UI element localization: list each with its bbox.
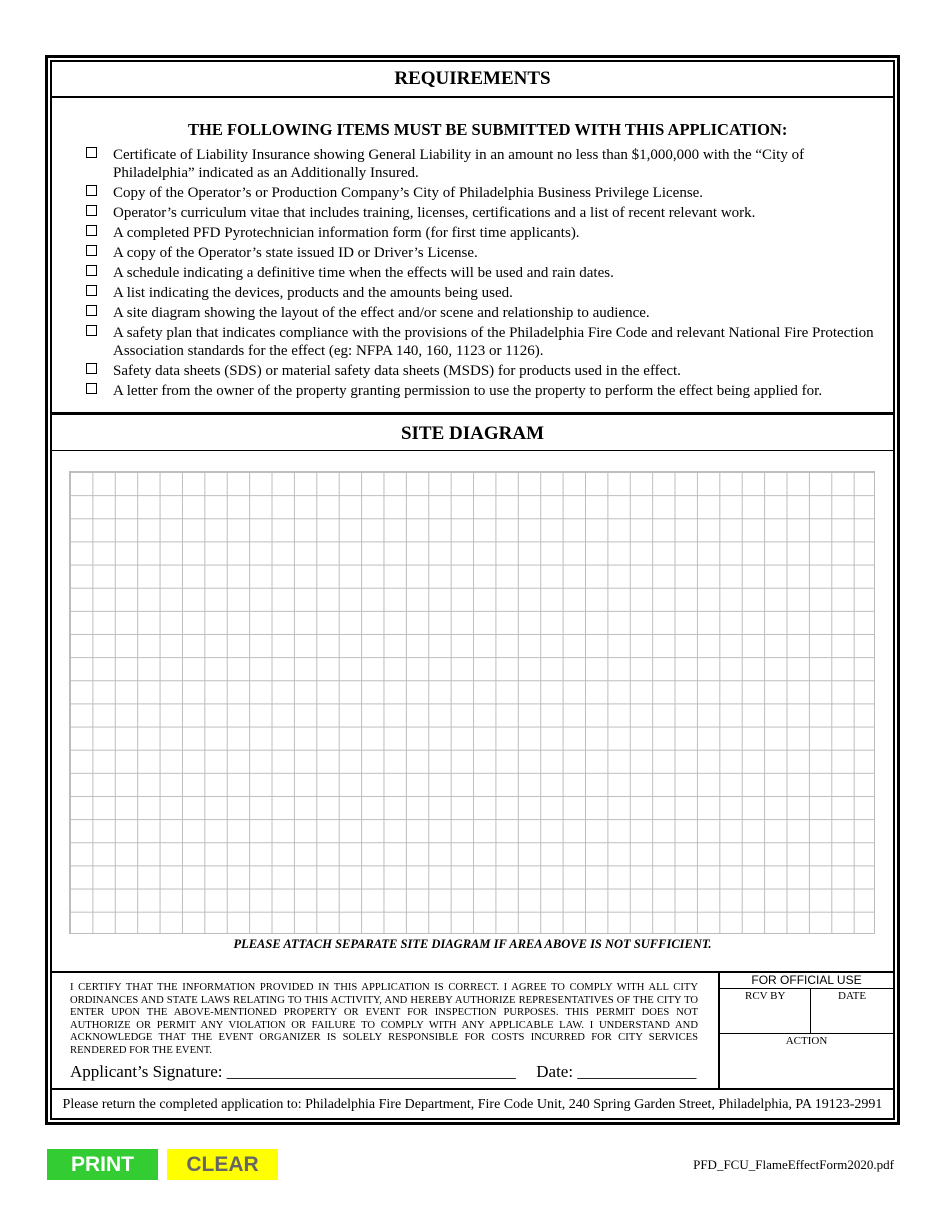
site-diagram-grid[interactable] bbox=[69, 471, 875, 934]
requirement-checkbox[interactable] bbox=[86, 245, 97, 256]
requirement-checkbox[interactable] bbox=[86, 363, 97, 374]
requirement-checkbox[interactable] bbox=[86, 205, 97, 216]
print-button[interactable]: PRINT bbox=[47, 1149, 158, 1180]
requirement-text: Operator’s curriculum vitae that includes training, licenses, certifications and a list of recent relevant work. bbox=[113, 205, 756, 221]
clear-button[interactable]: CLEAR bbox=[167, 1149, 278, 1180]
divider bbox=[50, 412, 895, 415]
requirements-heading: THE FOLLOWING ITEMS MUST BE SUBMITTED WITH THIS APPLICATION: bbox=[188, 120, 788, 139]
requirement-checkbox[interactable] bbox=[86, 305, 97, 316]
requirement-item bbox=[86, 362, 876, 380]
requirement-checkbox[interactable] bbox=[86, 265, 97, 276]
requirement-text: A letter from the owner of the property granting permission to use the property to perform the effect being applied for. bbox=[113, 383, 823, 399]
date-label: Date: bbox=[536, 1062, 574, 1081]
requirement-checkbox[interactable] bbox=[86, 185, 97, 196]
requirement-item bbox=[86, 264, 876, 282]
divider bbox=[720, 1033, 893, 1034]
requirement-item bbox=[86, 224, 876, 242]
divider bbox=[50, 450, 895, 451]
requirement-item bbox=[86, 244, 876, 262]
signature-field[interactable]: __________________________________ bbox=[226, 1062, 516, 1081]
rcv-by-label: RCV BY bbox=[745, 990, 786, 1002]
divider bbox=[50, 96, 895, 98]
requirement-item bbox=[86, 146, 876, 182]
requirement-text: A schedule indicating a definitive time when the effects will be used and rain dates. bbox=[113, 265, 614, 281]
requirement-item bbox=[86, 324, 876, 360]
certification-text: I CERTIFY THAT THE INFORMATION PROVIDED IN THIS APPLICATION IS CORRECT. I AGREE TO COMPLY WITH ALL CITY ORDINANCES AND STATE LAWS RELATING TO THIS ACTIVITY, AND HEREBY AUTHORIZE REPRESENTATIVES OF THE CITY TO ENTER UPON THE ABOVE-MENTIONED PROPERTY OR EVENT FOR INSPECTION PURPOSES. THIS PERMIT DOES NOT AUTHORIZE OR PERMIT ANY VIOLATION OR FAILURE TO COMPLY WITH ANY APPLICABLE LAW. I UNDERSTAND AND ACKNOWLEDGE THAT THE EVENT ORGANIZER IS SOLELY RESPONSIBLE FOR COSTS INCURRED FOR CITY SERVICES RENDERED FOR THE EVENT. bbox=[70, 982, 698, 1056]
divider bbox=[50, 1088, 895, 1090]
requirement-text: Safety data sheets (SDS) or material safety data sheets (MSDS) for products used in the effect. bbox=[113, 363, 681, 379]
signature-row bbox=[70, 1062, 696, 1082]
requirement-checkbox[interactable] bbox=[86, 225, 97, 236]
requirement-text: A site diagram showing the layout of the effect and/or scene and relationship to audience. bbox=[113, 305, 650, 321]
requirement-item bbox=[86, 284, 876, 302]
requirement-text: A safety plan that indicates compliance with the provisions of the Philadelphia Fire Code and relevant National Fire Protection Association standards for the effect (eg: NFPA 140, 160, 1123 or 1126). bbox=[113, 325, 874, 359]
requirement-text: A completed PFD Pyrotechnician information form (for first time applicants). bbox=[113, 225, 580, 241]
action-label: ACTION bbox=[785, 1035, 828, 1047]
requirement-checkbox[interactable] bbox=[86, 147, 97, 158]
site-diagram-title: SITE DIAGRAM bbox=[400, 423, 545, 444]
requirement-text: A copy of the Operator’s state issued ID or Driver’s License. bbox=[113, 245, 478, 261]
requirement-item bbox=[86, 184, 876, 202]
requirement-text: Copy of the Operator’s or Production Company’s City of Philadelphia Business Privilege License. bbox=[113, 185, 704, 201]
requirement-checkbox[interactable] bbox=[86, 325, 97, 336]
requirements-list bbox=[86, 146, 876, 402]
requirement-item bbox=[86, 304, 876, 322]
date-field[interactable]: ______________ bbox=[577, 1062, 697, 1081]
requirement-item bbox=[86, 382, 876, 400]
requirement-text: A list indicating the devices, products and the amounts being used. bbox=[113, 285, 513, 301]
requirements-title: REQUIREMENTS bbox=[394, 68, 551, 89]
requirement-item bbox=[86, 204, 876, 222]
site-diagram-note: PLEASE ATTACH SEPARATE SITE DIAGRAM IF AREA ABOVE IS NOT SUFFICIENT. bbox=[233, 937, 712, 951]
requirement-checkbox[interactable] bbox=[86, 383, 97, 394]
requirement-text: Certificate of Liability Insurance showing General Liability in an amount no less than $1,000,000 with the “City of Philadelphia” indicated as an Additionally Insured. bbox=[113, 147, 805, 181]
requirement-checkbox[interactable] bbox=[86, 285, 97, 296]
divider bbox=[810, 988, 811, 1033]
return-address: Please return the completed application to: Philadelphia Fire Department, Fire Code Unit, 240 Spring Garden Street, Philadelphia, PA 19123-2991 bbox=[62, 1097, 883, 1112]
divider bbox=[720, 988, 893, 989]
file-name: PFD_FCU_FlameEffectForm2020.pdf bbox=[693, 1157, 894, 1172]
official-use-title: FOR OFFICIAL USE bbox=[751, 973, 862, 987]
date-official-label: DATE bbox=[838, 990, 867, 1002]
signature-label: Applicant’s Signature: bbox=[70, 1062, 223, 1081]
